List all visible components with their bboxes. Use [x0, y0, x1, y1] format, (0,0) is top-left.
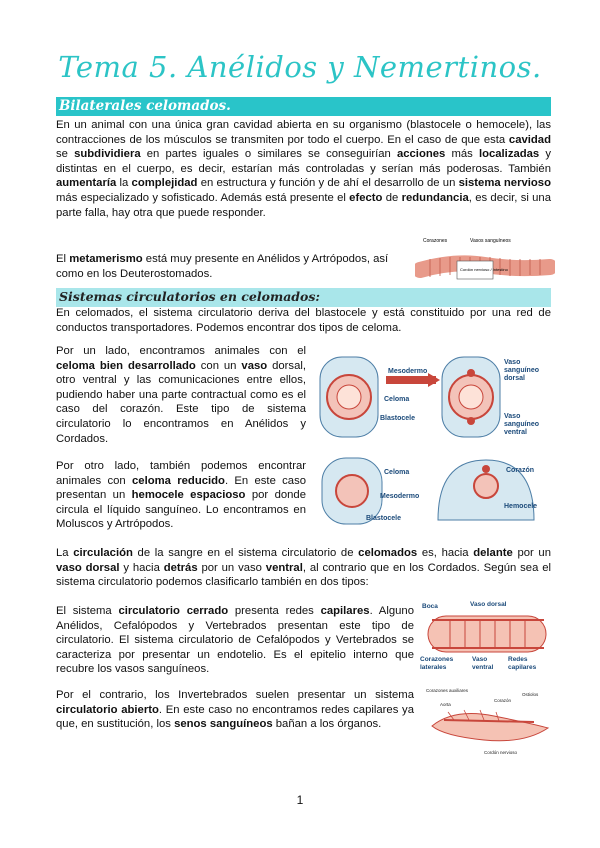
section-heading-sistemas: [56, 288, 551, 307]
fig2-label-hemocele: Hemocele: [504, 503, 538, 510]
text-run: más especializado y sofisticado. Además está presente el: [56, 191, 350, 204]
section-heading-bilaterales: [56, 97, 551, 116]
bold-term: efecto: [349, 191, 383, 204]
worm-body: [428, 616, 546, 652]
text-run: En celomados, el sistema circulatorio deriva del blastocele y está constituido por una red de conductos transportadores. Podemos encontrar dos tipos de celoma.: [56, 307, 551, 334]
section-heading-text: Sistemas circulatorios en celomados:: [59, 289, 321, 304]
paragraph-circulatorio-cerrado: [56, 604, 414, 677]
text-run: en estructura y función y de ahí el desarrollo de un: [197, 177, 459, 190]
text-run: La: [56, 547, 74, 559]
bold-term: vaso dorsal: [56, 561, 120, 574]
text-run: por un: [512, 547, 551, 559]
worm-label-corazones: Corazones: [423, 238, 448, 244]
bold-term: circulatorio cerrado: [118, 605, 229, 617]
document-title: Tema 5. Anélidos y Nemertinos.: [58, 50, 542, 84]
arthropod-body: [432, 714, 548, 741]
bold-term: complejidad: [131, 177, 198, 190]
bold-term: senos sanguíneos: [174, 718, 273, 731]
fig3-label-redes-capilares: Redes capilares: [508, 656, 537, 671]
bold-term: hemocele espacioso: [131, 489, 246, 502]
text-run: está muy presente en Anélidos y Artrópodos, así como en los Deuterostomados.: [56, 253, 389, 280]
bold-term: circulatorio abierto: [56, 703, 159, 716]
fig4-label-corazones-auxiliares: Corazones auxiliares: [426, 688, 469, 693]
section-heading-text: Bilaterales celomados.: [59, 98, 231, 114]
bold-term: aumentaría: [56, 177, 117, 190]
paragraph-celomados: [56, 306, 551, 335]
fig1-label-vaso-dorsal: Vaso sanguíneo dorsal: [504, 359, 540, 382]
bold-term: celomados: [358, 547, 418, 559]
text-run: la: [116, 177, 132, 190]
bold-term: capilares: [320, 605, 370, 617]
closed-system-figure: [420, 596, 555, 684]
text-run: con un: [195, 359, 242, 372]
fig1-label-blastocele: Blastocele: [380, 415, 416, 422]
fig4-label-aorta: Aorta: [440, 702, 451, 707]
text-run: , es decir, si una parte falla, hay otra que puede responder.: [56, 191, 551, 219]
text-run: . En este caso presentan un: [56, 474, 307, 502]
fig2-label-celoma: Celoma: [384, 469, 410, 476]
text-run: Por un lado, encontramos animales con el: [56, 345, 306, 357]
bold-term: delante: [473, 547, 513, 559]
celoma-desarrollado-figure: [316, 353, 552, 443]
text-run: por un vaso: [197, 561, 266, 574]
bold-term: celoma bien desarrollado: [56, 359, 196, 372]
text-run: , al contrario que en los Cordados. Según sea el sistema circulatorio podemos clasificarlo también en dos tipos:: [56, 561, 551, 589]
fig4-label-cordon-nervioso: Cordón nervioso: [484, 750, 518, 755]
fig2-label-mesodermo: Mesodermo: [380, 493, 420, 500]
celoma-reducido-figure: [318, 454, 548, 532]
text-run: más: [445, 148, 479, 161]
text-run: . En este caso no encontramos redes capilares ya que, en sustitución, los: [56, 703, 414, 731]
paragraph-celoma-desarrollado: [56, 344, 306, 446]
fig4-label-ostiolos: Ostiolos: [522, 692, 539, 697]
paragraph-metamerismo: [56, 252, 401, 281]
text-run: y distintas en el cuerpo, es decir, estarían más controladas y serían más poderosas. También: [56, 148, 552, 175]
paragraph-celoma-reducido: [56, 459, 306, 532]
fig1-label-celoma: Celoma: [384, 396, 410, 403]
worm-label-cordon: Cordón nervioso / Intestino: [460, 267, 508, 272]
fig1-label-mesodermo: Mesodermo: [388, 368, 428, 375]
bold-term: localizadas: [478, 148, 540, 161]
text-run: dorsal, otro ventral y las comunicaciones entre ellos, pudiendo haber una parte contractual como es el caso del corazón. Este tipo de sistema circulatorio lo encontramos en Anélidos y Cordados.: [56, 359, 306, 445]
text-run: en partes iguales o similares se conseguirían: [140, 148, 397, 161]
metamerism-worm-figure: [415, 235, 555, 285]
text-run: El: [56, 253, 70, 265]
page-number: 1: [296, 793, 304, 807]
bold-term: vaso: [241, 359, 268, 372]
text-run: por donde circula el líquido sanguíneo. Lo encontramos en Moluscos y Artrópodos.: [56, 489, 306, 531]
text-run: Por el contrario, los Invertebrados suelen presentar un sistema: [56, 689, 414, 701]
text-run: se: [56, 148, 75, 161]
paragraph-circulacion: [56, 546, 551, 590]
text-run: En un animal con una única gran cavidad abierta en su organismo (blastocele o hemocele), las contracciones de los músculos se transmiten por todo el cuerpo. En el caso de que esta: [56, 119, 551, 146]
text-run: es, hacia: [417, 547, 474, 559]
fig3-label-vaso-ventral: Vaso ventral: [472, 656, 494, 671]
bold-term: ventral: [265, 561, 303, 574]
paragraph-circulatorio-abierto: [56, 688, 414, 732]
text-run: y hacia: [119, 561, 164, 574]
bold-term: sistema nervioso: [458, 177, 551, 190]
text-run: El sistema: [56, 605, 119, 617]
bold-term: circulación: [73, 547, 133, 559]
text-run: bañan a los órganos.: [272, 718, 382, 731]
text-run: . Alguno Anélidos, Cefalópodos y Vertebrados presentan este tipo de circulatorio. El sistema circulatorio de Cefalópodos y Vertebrados se caracteriza por presentar un endotelio. Es el epitelio interno que recubre los vasos sanguíneos.: [56, 605, 414, 676]
bold-term: metamerismo: [69, 253, 143, 265]
text-run: Por otro lado, también podemos encontrar animales con: [56, 460, 306, 487]
bold-term: detrás: [163, 561, 198, 574]
fig4-label-corazon: Corazón: [494, 698, 512, 703]
bold-term: cavidad: [508, 133, 551, 146]
bold-term: redundancia: [401, 191, 469, 204]
bold-term: acciones: [396, 148, 446, 161]
fig2-label-blastocele: Blastocele: [366, 515, 402, 522]
fig3-label-boca: Boca: [422, 603, 438, 610]
bold-term: celoma reducido: [132, 474, 225, 487]
fig1-label-vaso-ventral: Vaso sanguíneo ventral: [504, 413, 540, 436]
text-run: presenta redes: [228, 605, 321, 617]
paragraph-intro: [56, 118, 551, 220]
fig3-label-corazones-laterales: Corazones laterales: [420, 656, 454, 671]
text-run: de la sangre en el sistema circulatorio de: [132, 547, 359, 559]
fig2-label-corazon: Corazón: [506, 467, 534, 474]
bold-term: subdividiera: [74, 148, 141, 161]
text-run: de: [382, 191, 402, 204]
open-system-figure: [424, 686, 554, 758]
worm-label-vasos: Vasos sanguíneos: [470, 238, 511, 244]
fig3-label-vaso-dorsal: Vaso dorsal: [470, 601, 507, 608]
